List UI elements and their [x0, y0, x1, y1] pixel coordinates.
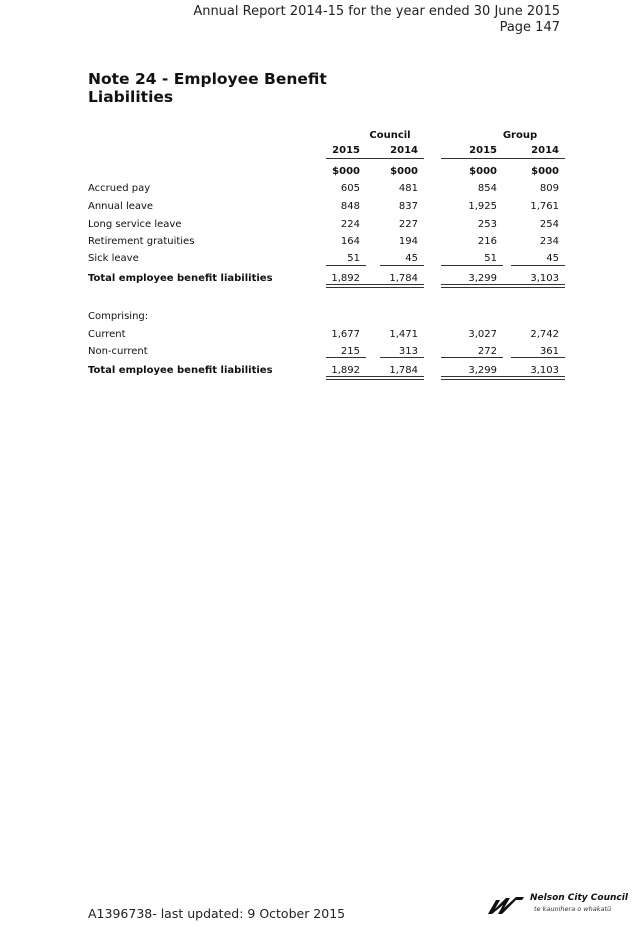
cell: 253 — [477, 219, 497, 230]
cell: 854 — [477, 183, 497, 194]
council-logo-mark-icon — [486, 892, 530, 918]
row-label-annual-leave: Annual leave — [88, 201, 154, 212]
cell: 3,027 — [468, 329, 497, 340]
cell: 313 — [398, 346, 418, 357]
year-council-2014: 2014 — [390, 145, 418, 156]
logo-tagline: te kaunihera o whakatū — [534, 905, 612, 913]
council-logo — [486, 892, 626, 918]
cell-total: 1,784 — [389, 273, 418, 284]
cell: 1,677 — [331, 329, 360, 340]
group-header-rule — [441, 158, 565, 159]
cell: 837 — [398, 201, 418, 212]
cell: 2,742 — [530, 329, 559, 340]
note-title: Note 24 - Employee Benefit Liabilities — [88, 70, 327, 106]
year-council-2015: 2015 — [332, 145, 360, 156]
cell: 1,761 — [530, 201, 559, 212]
row-label-current: Current — [88, 329, 126, 340]
unit-group-2014: $000 — [531, 166, 559, 177]
cell: 1,471 — [389, 329, 418, 340]
document-reference: A1396738- last updated: 9 October 2015 — [88, 906, 346, 921]
year-group-2014: 2014 — [531, 145, 559, 156]
report-title-line: Annual Report 2014-15 for the year ended 30 June 2015 — [193, 4, 560, 19]
cell: 51 — [484, 253, 497, 264]
row-label-non-current: Non-current — [88, 346, 148, 357]
cell-total: 1,892 — [331, 273, 360, 284]
subtotal-rule — [441, 357, 503, 358]
cell: 45 — [405, 253, 418, 264]
group-header: Group — [502, 130, 538, 141]
subtotal-rule — [380, 265, 424, 266]
logo-name: Nelson City Council — [530, 893, 628, 903]
unit-council-2015: $000 — [332, 166, 360, 177]
subtotal-rule — [511, 357, 565, 358]
year-group-2015: 2015 — [469, 145, 497, 156]
cell-total: 1,784 — [389, 365, 418, 376]
page-number: Page 147 — [499, 20, 560, 35]
cell: 481 — [398, 183, 418, 194]
cell: 164 — [340, 236, 360, 247]
cell: 51 — [347, 253, 360, 264]
row-label-accrued-pay: Accrued pay — [88, 183, 151, 194]
cell-total: 3,299 — [468, 273, 497, 284]
council-header-rule — [326, 158, 424, 159]
subtotal-rule — [326, 265, 366, 266]
cell: 224 — [340, 219, 360, 230]
cell: 234 — [539, 236, 559, 247]
row-label-total: Total employee benefit liabilities — [88, 273, 273, 284]
subtotal-rule — [441, 265, 503, 266]
subtotal-rule — [326, 357, 366, 358]
unit-group-2015: $000 — [469, 166, 497, 177]
cell-total: 3,103 — [530, 365, 559, 376]
cell: 215 — [340, 346, 360, 357]
unit-council-2014: $000 — [390, 166, 418, 177]
cell-total: 1,892 — [331, 365, 360, 376]
council-header: Council — [369, 130, 411, 141]
cell: 1,925 — [468, 201, 497, 212]
cell: 848 — [340, 201, 360, 212]
cell-total: 3,299 — [468, 365, 497, 376]
cell: 254 — [539, 219, 559, 230]
total-double-rule — [441, 376, 565, 380]
cell: 272 — [477, 346, 497, 357]
row-label-total: Total employee benefit liabilities — [88, 365, 273, 376]
page-header — [193, 4, 560, 36]
cell: 361 — [539, 346, 559, 357]
row-label-long-service-leave: Long service leave — [88, 219, 182, 230]
row-label-retirement-gratuities: Retirement gratuities — [88, 236, 195, 247]
cell: 809 — [539, 183, 559, 194]
total-double-rule — [441, 284, 565, 288]
cell: 194 — [398, 236, 418, 247]
cell-total: 3,103 — [530, 273, 559, 284]
row-label-sick-leave: Sick leave — [88, 253, 139, 264]
cell: 227 — [398, 219, 418, 230]
cell: 605 — [340, 183, 360, 194]
total-double-rule — [326, 284, 424, 288]
cell: 216 — [477, 236, 497, 247]
subtotal-rule — [380, 357, 424, 358]
cell: 45 — [546, 253, 559, 264]
subtotal-rule — [511, 265, 565, 266]
comprising-label: Comprising: — [88, 311, 149, 322]
total-double-rule — [326, 376, 424, 380]
